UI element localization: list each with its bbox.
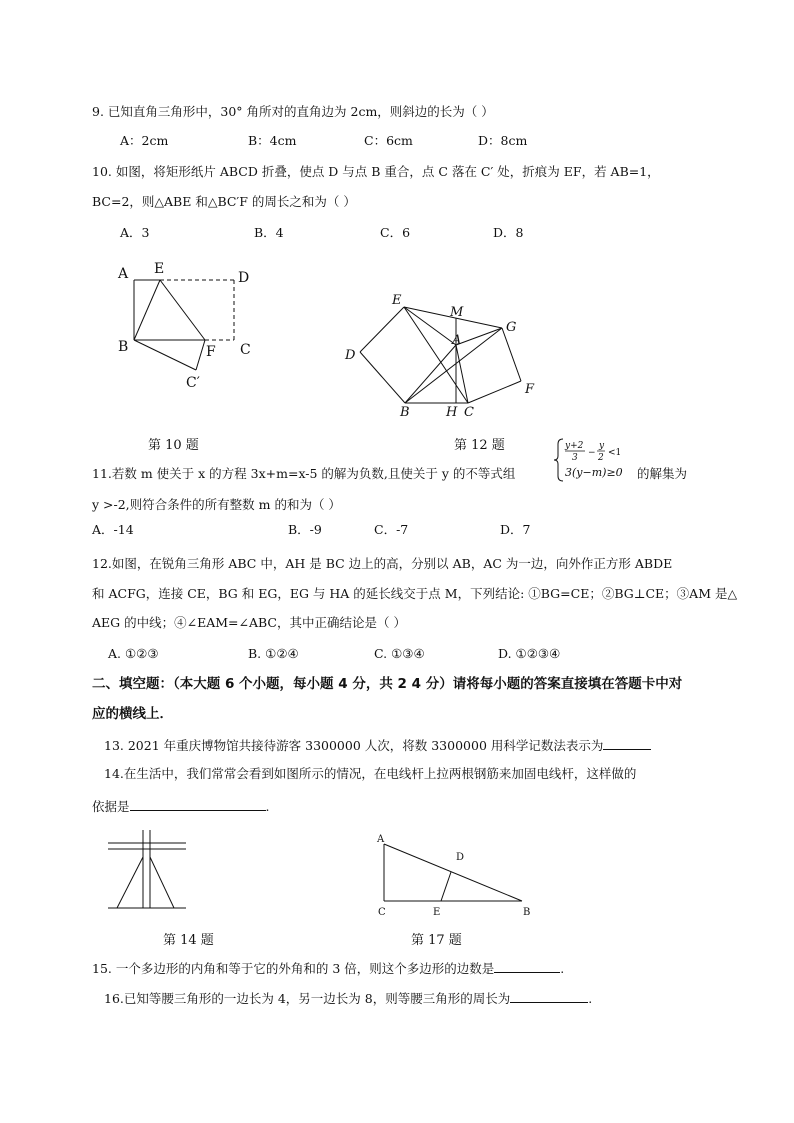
- q16-text: [104, 990, 592, 1007]
- q12-option-d: D. ①②③④: [498, 646, 561, 661]
- q15-answer-blank[interactable]: [494, 960, 560, 973]
- q11-line1-tail: 的解集为: [637, 466, 688, 481]
- fig12-label-b: B: [400, 405, 410, 420]
- fig12-label-a: A: [452, 333, 462, 348]
- q11-minus: −: [588, 448, 596, 458]
- q10-line1: 10. 如图，将矩形纸片 ABCD 折叠，使点 D 与点 B 重合，点 C 落在 C′ 处，折痕为 EF，若 AB=1，: [92, 164, 660, 179]
- fig12-label-f: F: [525, 382, 535, 397]
- fig12-label-g: G: [506, 320, 517, 335]
- section2-heading-line1: 二、填空题：（本大题 6 个小题，每小题 4 分，共 2 4 分）请将每小题的答案直接填在答题卡中对: [92, 676, 683, 692]
- fig17-label-c: C: [378, 907, 386, 918]
- fig10-label-c: C: [240, 342, 251, 358]
- fig17-label-d: D: [456, 852, 465, 863]
- fig10-label-b: B: [118, 339, 129, 355]
- q11-option-b: B．-9: [288, 522, 322, 537]
- q11-frac1-num: y+2: [565, 441, 584, 451]
- fig10-label-a: A: [118, 266, 129, 282]
- q10-option-c: C．6: [380, 225, 411, 240]
- q12-option-b: B. ①②④: [248, 646, 299, 661]
- q12-option-a: A. ①②③: [108, 646, 159, 661]
- q9-option-d: D：8cm: [478, 133, 528, 148]
- q12-line2: 和 ACFG，连接 CE，BG 和 EG，EG 与 HA 的延长线交于点 M，下列结论: ①BG=CE；②BG⊥CE；③AM 是△: [92, 586, 738, 601]
- fig10-label-cprime: C′: [186, 375, 200, 391]
- q9-option-a: A：2cm: [120, 133, 169, 148]
- q9-stem: 9. 已知直角三角形中，30° 角所对的直角边为 2cm，则斜边的长为（ ）: [92, 104, 494, 119]
- q11-ineq2: 3(y−m)≥0: [565, 466, 623, 479]
- q14-end: .: [265, 799, 270, 814]
- q10-option-d: D．8: [493, 225, 524, 240]
- q16-stem: 16.已知等腰三角形的一边长为 4，另一边长为 8，则等腰三角形的周长为: [104, 991, 511, 1006]
- q12-line3: AEG 的中线；④∠EAM=∠ABC，其中正确结论是（ ）: [92, 615, 406, 630]
- fig17-caption: 第 17 题: [411, 933, 462, 948]
- q11-line1: 11.若数 m 使关于 x 的方程 3x+m=x-5 的解为负数,且使关于 y 的不等式组: [92, 466, 516, 481]
- q11-line2: y >-2,则符合条件的所有整数 m 的和为（ ）: [92, 497, 341, 512]
- q9-option-c: C：6cm: [364, 133, 413, 148]
- q9-option-b: B：4cm: [248, 133, 297, 148]
- fig14-caption: 第 14 题: [163, 933, 214, 948]
- section2-heading-line2: 应的横线上．: [92, 706, 173, 722]
- q12-line1: 12.如图，在锐角三角形 ABC 中，AH 是 BC 边上的高，分别以 AB，AC 为一边，向外作正方形 ABDE: [92, 556, 673, 571]
- fig12-label-h: H: [446, 405, 458, 420]
- fig17-seg-AB: [384, 844, 522, 901]
- fig10-caption: 第 10 题: [148, 438, 199, 453]
- fig17-label-e: E: [433, 907, 441, 918]
- fig12-caption: 第 12 题: [454, 438, 505, 453]
- q11-option-d: D．7: [500, 522, 531, 537]
- q14-line1: 14.在生活中，我们常常会看到如图所示的情况，在电线杆上拉两根钢筋来加固电线杆，这样做的: [104, 766, 637, 781]
- fig12-label-m: M: [450, 305, 464, 320]
- q10-option-a: A．3: [120, 225, 150, 240]
- fig12-label-c: C: [464, 405, 474, 420]
- q15-end: .: [560, 961, 565, 976]
- q10-option-b: B．4: [254, 225, 284, 240]
- q15-text: [92, 960, 564, 977]
- fig12-label-e: E: [392, 293, 402, 308]
- q16-end: .: [588, 991, 593, 1006]
- q11-frac2-num: y: [599, 441, 605, 451]
- q15-stem: 15. 一个多边形的内角和等于它的外角和的 3 倍，则这个多边形的边数是: [92, 961, 495, 976]
- fig17-label-a: A: [377, 834, 385, 845]
- fig10-label-d: D: [238, 270, 250, 286]
- q11-option-a: A．-14: [92, 522, 134, 537]
- fig10-label-f: F: [206, 344, 216, 360]
- q12-option-c: C. ①③④: [374, 646, 425, 661]
- fig17-label-b: B: [523, 907, 531, 918]
- fig10-label-e: E: [154, 261, 165, 277]
- q11-frac2-den: 2: [598, 453, 604, 463]
- q16-answer-blank[interactable]: [510, 990, 588, 1003]
- fig17-seg-DE: [441, 872, 451, 901]
- q10-line2: BC=2，则△ABE 和△BC′F 的周长之和为（ ）: [92, 194, 356, 209]
- q11-ineq1-rel: <1: [608, 448, 622, 458]
- q11-option-c: C．-7: [374, 522, 409, 537]
- fig12-label-d: D: [345, 348, 356, 363]
- q11-frac1-den: 3: [572, 453, 578, 463]
- q14-stem: 依据是: [92, 799, 130, 814]
- q13-stem: 13. 2021 年重庆博物馆共接待游客 3300000 人次，将数 3300000 用科学记数法表示为: [104, 738, 604, 753]
